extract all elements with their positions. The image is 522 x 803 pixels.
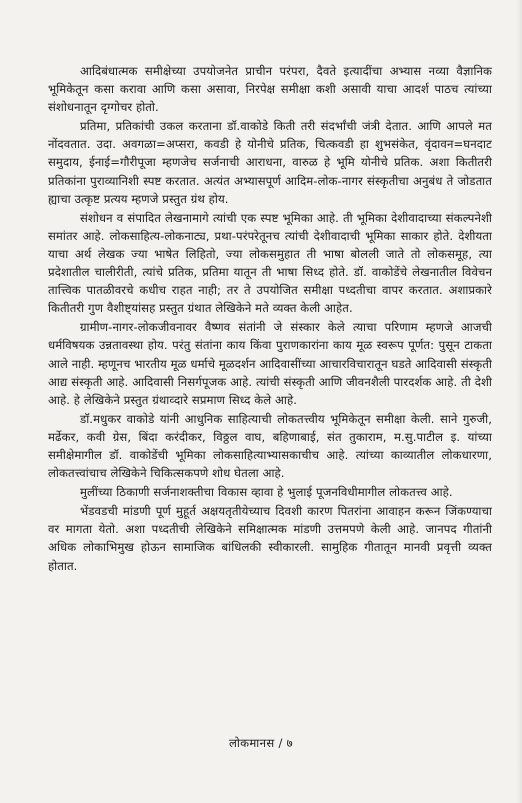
paragraph-vaishnav-saints: ग्रामीण-नागर-लोकजीवनावर वैष्णव संतांनी जे संस्कार केले त्याचा परिणाम म्हणजे आजची धर्मविषयक उन्नतावस्था होय. परंतु संतांना काय किंवा पुराणकारांना काय मूळ स्वरूप पूर्णत: पुसून टाकता आले नाही. म्हणूनच भारतीय मूळ धर्माचे मूळदर्शन आदिवासींच्या आचारविचारातून घडते आदिवासी संस्कृती आद्य संस्कृती आहे. आदिवासी निसर्गपूजक आहे. त्यांची संस्कृती आणि जीवनशैली पारदर्शक आहे. ती देशी आहे. हे लेखिकेने प्रस्तुत ग्रंथाव्दारे सप्रमाण सिध्द केले आहे.: [48, 320, 492, 407]
paragraph-bhulai-worship: मुलींच्या ठिकाणी सर्जनाशक्तीचा विकास व्हावा हे भुलाई पूजनविधीमागील लोकतत्त्व आहे.: [80, 485, 453, 500]
paragraph-archetypal-criticism: आदिबंधात्मक समीक्षेच्या उपयोजनेत प्राचीन परंपरा, दैवते इत्यादींचा अभ्यास नव्या वैज्ञानिक भूमिकेतून कसा करावा आणि कसा असावा, निरपेक्ष समीक्षा कशी असावी याचा आदर्श पाठच त्यांच्या संशोधनातून दृग्गोचर होतो.: [48, 64, 492, 115]
paragraph-modern-literature: डॉ.मधुकर वाकोडे यांनी आधुनिक साहित्याची लोकतत्त्वीय भूमिकेतून समीक्षा केली. साने गुरुजी, मर्ढेकर, कवी ग्रेस, बिंदा करंदीकर, विठ्ठल वाघ, बहिणाबाई, संत तुकाराम, म.सु.पाटील इ. यांच्या समीक्षेमागील डॉ. वाकोडेंची भूमिका लोकसाहित्याभ्यासकाचीच आहे. त्यांच्या काव्यातील लोकधारणा, लोकतत्त्वांचाच लेखिकेने चिकित्सकपणे शोध घेतला आहे.: [48, 411, 492, 481]
page-footer: लोकमानस / ७: [229, 736, 293, 750]
paragraph-bhendvad: भेंडवडची मांडणी पूर्ण मुहूर्त अक्षयतृतीयेच्याच दिवशी कारण पितरांना आवाहन करून जिंकण्याचा वर मागता येतो. अशा पध्दतीची लेखिकेने समिक्षात्मक मांडणी उत्तमपणे केली आहे. जानपद गीतांनी अधिक लोकाभिमुख होऊन सामाजिक बांधिलकी स्वीकारली. सामुहिक गीतातून मानवी प्रवृत्ती व्यक्त होतात.: [48, 504, 492, 573]
paragraph-symbols-images: प्रतिमा, प्रतिकांची उकल करताना डॉ.वाकोडे किती तरी संदर्भांची जंत्री देतात. आणि आपले मत नोंदवतात. उदा. अवगळा=अप्सरा, कवडी हे योनीचे प्रतिक, चित्कवडी हा शुभसंकेत, वृंदावन=घनदाट समुदाय, ईनाई=गौरीपूजा म्हणजेच सर्जनाची आराधना, वारुळ हे भूमि योनीचे प्रतिक. अशा कितीतरी प्रतिकांना पुराव्यानिशी स्पष्ट करतात. अत्यंत अभ्यासपूर्ण आदिम-लोक-नागर संस्कृतीचा अनुबंध ते जोडतात ह्याचा उत्कृष्ट प्रत्यय म्हणजे प्रस्तुत ग्रंथ होय.: [48, 119, 492, 206]
page-edge-shadow: [516, 0, 522, 803]
body-text: [48, 62, 492, 575]
paragraph-nativism-role: संशोधन व संपादित लेखनामागे त्यांची एक स्पष्ट भूमिका आहे. ती भूमिका देशीवादाच्या संकल्पनेशी समांतर आहे. लोकसाहित्य-लोकनाट्य, प्रथा-परंपरेतूनच त्यांची देशीवादाची भूमिका साकार होते. देशीयता याचा अर्थ लेखक ज्या भाषेत लिहितो, ज्या लोकसमुहात ती भाषा बोलली जाते तो लोकसमूह, त्या प्रदेशातील चालीरीती, त्यांचे प्रतिक, प्रतिमा यातून ती भाषा सिध्द होते. डॉ. वाकोडेंचे लेखनातील विवेचन तात्त्विक पातळीवरचे कधीच राहत नाही; तर ते उपयोजित समीक्षा पध्दतीचा वापर करतात. अशाप्रकारे कितीतरी गुण वैशीष्ट्यांसह प्रस्तुत ग्रंथात लेखिकेने मते व्यक्त केली आहेत.: [48, 210, 492, 316]
